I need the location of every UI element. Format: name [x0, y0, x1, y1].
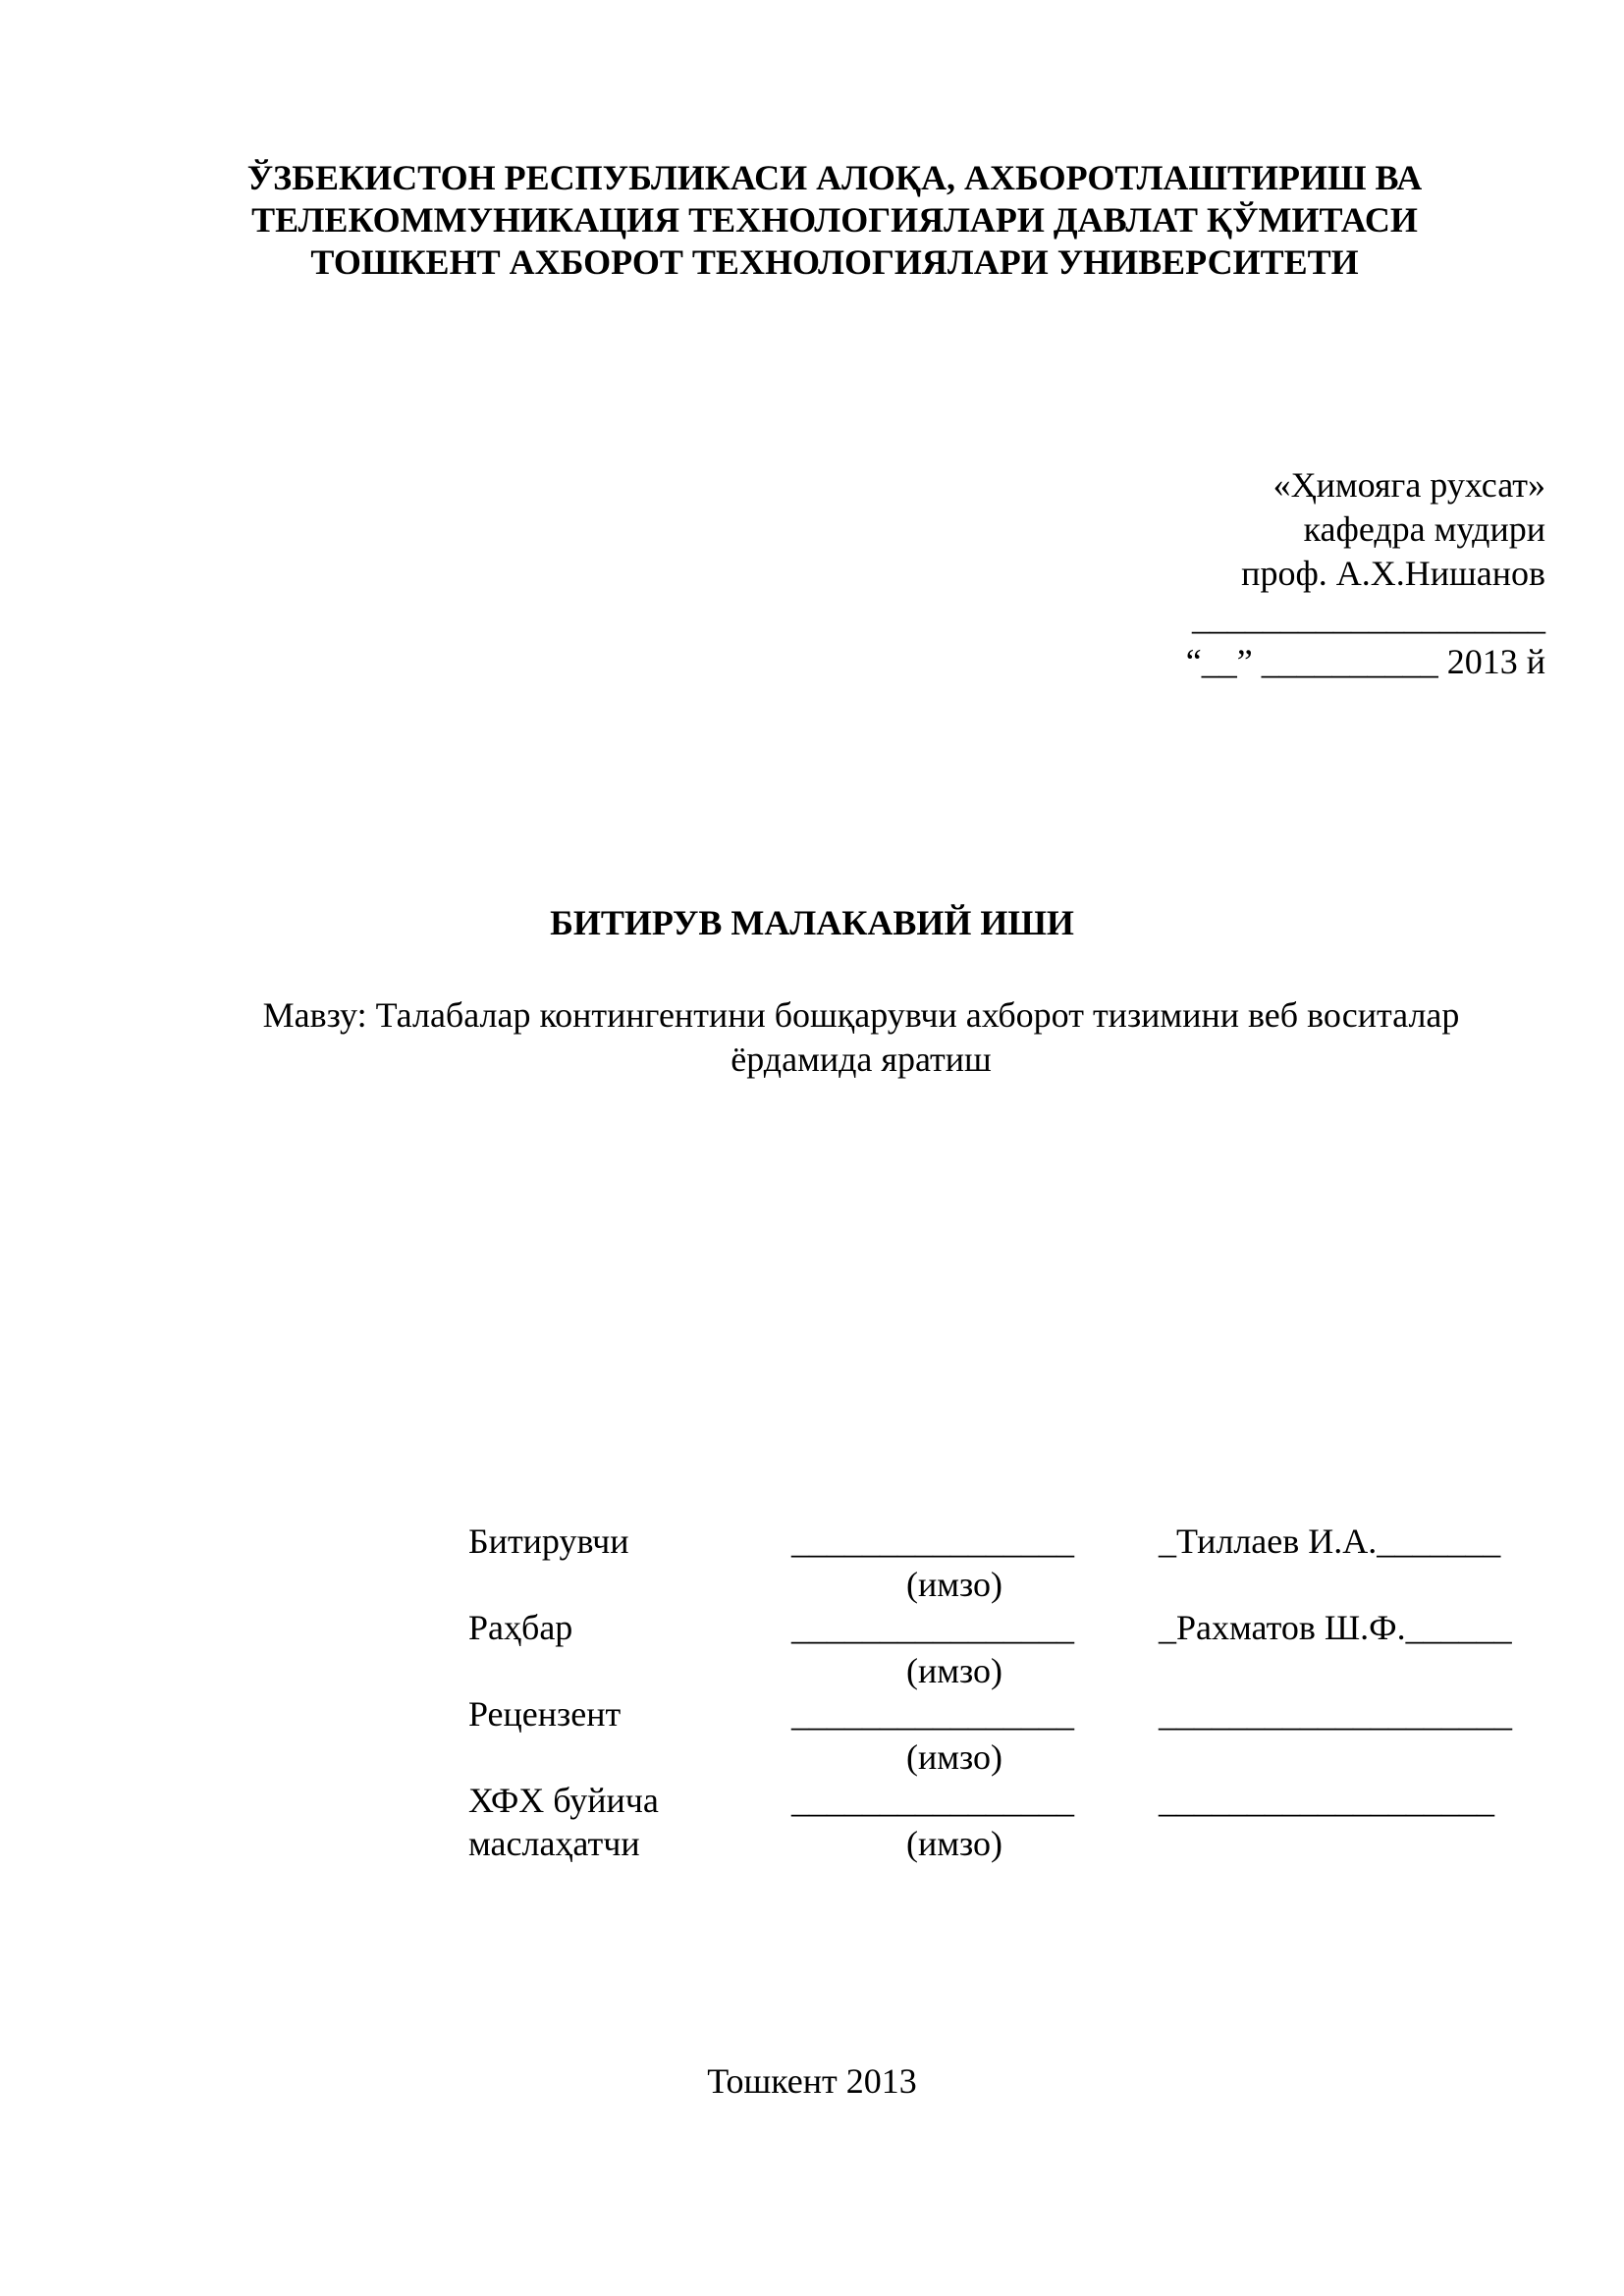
signatures-block: [468, 1520, 1548, 1865]
signature-line: ________________: [791, 1781, 1074, 1820]
signer-name: ___________________: [1159, 1781, 1494, 1820]
header-line-1: ЎЗБЕКИСТОН РЕСПУБЛИКАСИ АЛОҚА, АХБОРОТЛАШТИРИШ ВА: [246, 158, 1423, 197]
role-label: Рецензент: [468, 1694, 622, 1734]
role-label: Раҳбар: [468, 1608, 573, 1647]
signature-note: (имзо): [906, 1651, 1003, 1690]
topic-line-2: ёрдамида яратиш: [731, 1040, 992, 1079]
institution-header: [196, 157, 1473, 284]
role-label: Битирувчи: [468, 1522, 629, 1561]
approval-position: кафедра мудири: [1303, 509, 1545, 549]
signature-note-row: [468, 1563, 1548, 1606]
signature-line: ________________: [791, 1522, 1074, 1561]
signer-name: _Рахматов Ш.Ф.______: [1159, 1608, 1512, 1647]
signature-note: (имзо): [906, 1737, 1003, 1777]
signer-name: _Тиллаев И.А._______: [1159, 1522, 1501, 1561]
header-line-2: ТЕЛЕКОММУНИКАЦИЯ ТЕХНОЛОГИЯЛАРИ ДАВЛАТ ҚЎМИТАСИ: [251, 200, 1418, 240]
approval-date: “__” __________ 2013 й: [1185, 642, 1545, 681]
signature-note: (имзо): [906, 1565, 1003, 1604]
signature-row-graduate: [468, 1520, 1548, 1563]
signature-line: ________________: [791, 1694, 1074, 1734]
signature-note-row: [468, 1649, 1548, 1692]
role-label-continued: маслаҳатчи: [468, 1824, 640, 1863]
signature-note-row: [468, 1735, 1548, 1779]
signature-note: (имзо): [906, 1824, 1003, 1863]
work-title: БИТИРУВ МАЛАКАВИЙ ИШИ: [550, 903, 1074, 942]
signature-row-supervisor: [468, 1606, 1548, 1649]
topic-block: [157, 993, 1565, 1082]
signer-name: ____________________: [1159, 1694, 1512, 1734]
signature-note-row: [468, 1822, 1548, 1865]
signature-row-safety-consultant: [468, 1779, 1548, 1822]
role-label: ХФХ буйича: [468, 1781, 659, 1820]
approval-title: «Ҳимояга рухсат»: [1272, 465, 1545, 505]
topic-line-1: Мавзу: Талабалар контингентини бошқарувчи ахборот тизимини веб воситалар: [262, 995, 1460, 1035]
signature-row-reviewer: [468, 1692, 1548, 1735]
approval-signature-line: ____________________: [1192, 598, 1545, 637]
approval-block: [956, 463, 1545, 684]
approval-person: проф. А.Х.Нишанов: [1241, 554, 1545, 593]
city-year: Тошкент 2013: [707, 2061, 917, 2101]
signature-line: ________________: [791, 1608, 1074, 1647]
header-line-3: ТОШКЕНТ АХБОРОТ ТЕХНОЛОГИЯЛАРИ УНИВЕРСИТЕТИ: [310, 242, 1359, 282]
